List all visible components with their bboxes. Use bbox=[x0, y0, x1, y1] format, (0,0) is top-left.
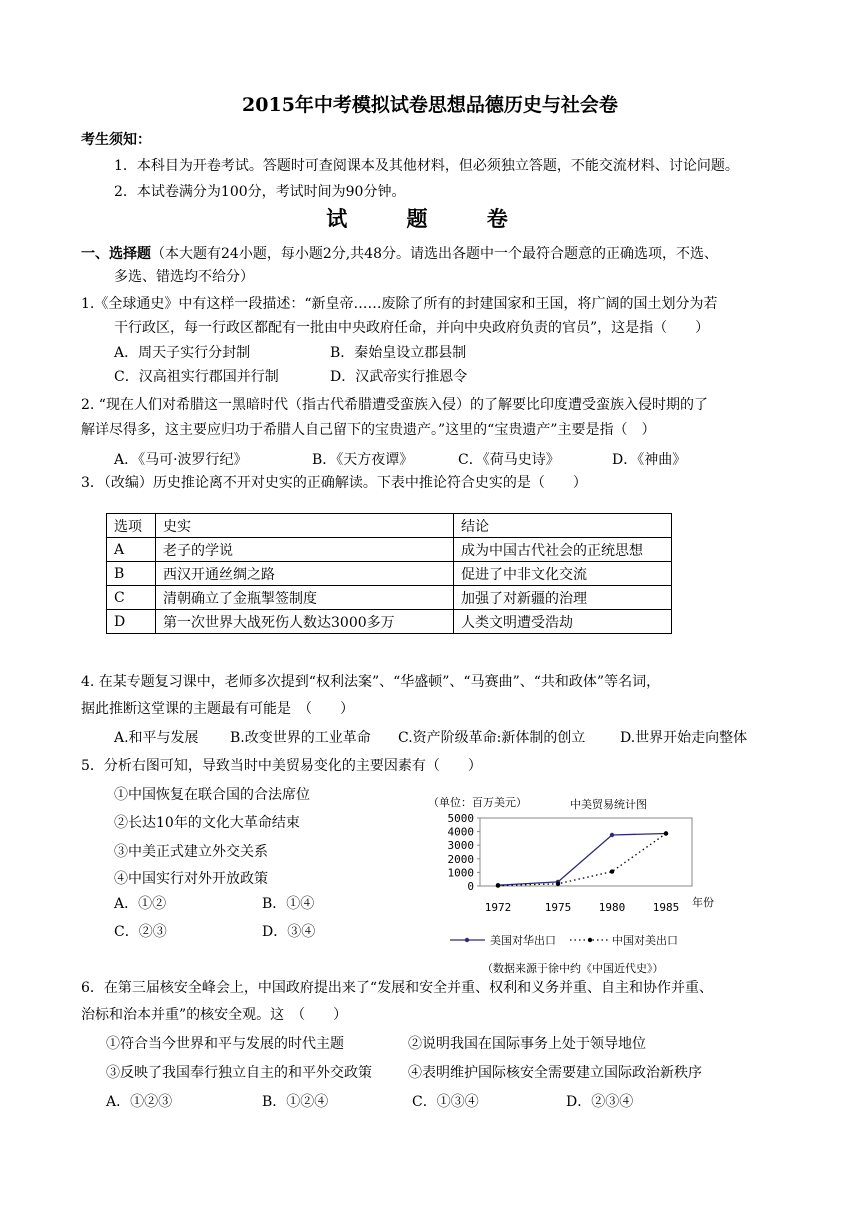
table-row bbox=[107, 586, 672, 610]
series-line-cn-export bbox=[498, 834, 666, 886]
table-cell: 人类文明遭受浩劫 bbox=[454, 610, 672, 634]
q5-option-d: D．③④ bbox=[262, 924, 316, 940]
q3-table bbox=[106, 513, 672, 634]
table-cell: 促进了中非文化交流 bbox=[454, 562, 672, 586]
chart-unit-label: （单位：百万美元） bbox=[428, 796, 527, 809]
q2-option-c: C．《荷马史诗》 bbox=[458, 452, 560, 468]
data-point bbox=[556, 882, 560, 886]
data-point bbox=[496, 883, 500, 887]
plot-frame bbox=[480, 818, 692, 886]
table-cell: 清朝确立了金瓶掣签制度 bbox=[156, 586, 454, 610]
section-label: 一、选择题 bbox=[81, 246, 151, 262]
table-cell: 西汉开通丝绸之路 bbox=[156, 562, 454, 586]
q1-option-d: D．汉武帝实行推恩令 bbox=[330, 369, 468, 385]
chart-title: 中美贸易统计图 bbox=[570, 798, 647, 811]
q4-stem-cont: 据此推断这堂课的主题最有可能是 （ ） bbox=[81, 701, 354, 717]
table-cell: 加强了对新疆的治理 bbox=[454, 586, 672, 610]
q5-option-b: B．①④ bbox=[262, 896, 315, 912]
y-tick-label: 4000 bbox=[447, 825, 474, 839]
x-tick-label: 1985 bbox=[652, 901, 680, 914]
notice-item-2: 2．本试卷满分为100分，考试时间为90分钟。 bbox=[114, 184, 406, 200]
q1-stem-cont: 干行政区，每一行政区都配有一批由中央政府任命，并向中央政府负责的官员”，这是指（ ） bbox=[114, 320, 710, 336]
chart-xlabel: 年份 bbox=[692, 896, 714, 909]
table-cell: A bbox=[107, 538, 156, 562]
q5-item-1: ①中国恢复在联合国的合法席位 bbox=[114, 787, 310, 803]
data-point bbox=[610, 869, 614, 873]
chart-source: （数据来源于徐中约《中国近代史》） bbox=[482, 962, 664, 975]
q2-option-a: A．《马可·波罗行纪》 bbox=[114, 452, 248, 468]
q6-stem: 6．在第三届核安全峰会上，中国政府提出来了“发展和安全并重、权利和义务并重、自主和协作并重、 bbox=[81, 980, 714, 996]
q4-option-b: B.改变世界的工业革命 bbox=[230, 730, 371, 746]
legend-marker-cn bbox=[588, 938, 592, 942]
page-title: 2015年中考模拟试卷思想品德历史与社会卷 bbox=[242, 94, 618, 116]
q5-option-a: A．①② bbox=[114, 896, 167, 912]
q5-item-2: ②长达10年的文化大革命结束 bbox=[114, 815, 300, 831]
series-line-us-export bbox=[498, 834, 666, 886]
q6-stem-cont: 治标和治本并重”的核安全观。这 （ ） bbox=[81, 1007, 348, 1023]
q1-stem: 1.《全球通史》中有这样一段描述：“新皇帝……废除了所有的封建国家和王国，将广阔的国土划分为若 bbox=[81, 296, 718, 312]
q6-item-2: ②说明我国在国际事务上处于领导地位 bbox=[408, 1036, 646, 1052]
q2-option-b: B．《天方夜谭》 bbox=[312, 452, 414, 468]
trade-chart bbox=[420, 790, 720, 980]
table-cell: 成为中国古代社会的正统思想 bbox=[454, 538, 672, 562]
q1-option-c: C．汉高祖实行郡国并行制 bbox=[114, 369, 279, 385]
table-cell: 老子的学说 bbox=[156, 538, 454, 562]
table-header-row bbox=[107, 514, 672, 538]
table-row bbox=[107, 538, 672, 562]
x-tick-label: 1980 bbox=[598, 901, 626, 914]
q6-option-b: B．①②④ bbox=[262, 1094, 329, 1110]
legend-label-cn: 中国对美出口 bbox=[612, 934, 678, 947]
section-desc: （本大题有24小题，每小题2分,共48分。请选出各题中一个最符合题意的正确选项，不选、 bbox=[151, 246, 718, 262]
table-header-cell: 选项 bbox=[107, 514, 156, 538]
table-cell: D bbox=[107, 610, 156, 634]
table-row bbox=[107, 610, 672, 634]
table-header-cell: 结论 bbox=[454, 514, 672, 538]
y-tick-label: 3000 bbox=[447, 839, 474, 853]
y-tick-label: 0 bbox=[467, 880, 474, 893]
table-cell: C bbox=[107, 586, 156, 610]
q2-option-d: D．《神曲》 bbox=[612, 452, 687, 468]
data-point bbox=[664, 831, 668, 835]
section-1-header bbox=[81, 245, 718, 263]
q3-stem: 3．（改编）历史推论离不开对史实的正确解读。下表中推论符合史实的是（ ） bbox=[81, 475, 587, 491]
data-point bbox=[610, 833, 614, 837]
q4-option-c: C.资产阶级革命:新体制的创立 bbox=[398, 730, 586, 746]
y-tick-label: 2000 bbox=[447, 852, 474, 866]
notice-item-1: 1．本科目为开卷考试。答题时可查阅课本及其他材料，但必须独立答题，不能交流材料、讨论问题。 bbox=[114, 158, 739, 174]
q6-item-3: ③反映了我国奉行独立自主的和平外交政策 bbox=[106, 1065, 372, 1081]
q5-option-c: C．②③ bbox=[114, 924, 167, 940]
x-tick-label: 1975 bbox=[544, 901, 572, 914]
paper-heading: 试 题 卷 bbox=[326, 206, 534, 231]
table-row bbox=[107, 562, 672, 586]
q4-stem: 4. 在某专题复习课中，老师多次提到“权利法案”、“华盛顿”、“马赛曲”、“共和政体”等名词， bbox=[81, 674, 661, 690]
q4-option-d: D.世界开始走向整体 bbox=[620, 730, 748, 746]
y-tick-label: 5000 bbox=[447, 812, 474, 825]
q6-option-c: C．①③④ bbox=[412, 1094, 479, 1110]
q6-option-d: D．②③④ bbox=[566, 1094, 634, 1110]
q5-item-4: ④中国实行对外开放政策 bbox=[114, 871, 268, 887]
q2-stem-cont: 解详尽得多，这主要应归功于希腊人自己留下的宝贵遗产。”这里的“宝贵遗产”主要是指（ ） bbox=[81, 422, 656, 438]
table-cell: 第一次世界大战死伤人数达3000多万 bbox=[156, 610, 454, 634]
q2-stem: 2. “现在人们对希腊这一黑暗时代（指古代希腊遭受蛮族入侵）的了解要比印度遭受蛮族入侵时期的了 bbox=[81, 397, 708, 413]
x-tick-label: 1972 bbox=[484, 901, 512, 914]
y-tick-label: 1000 bbox=[447, 866, 474, 880]
q4-option-a: A.和平与发展 bbox=[114, 730, 199, 746]
table-header-cell: 史实 bbox=[156, 514, 454, 538]
q6-item-1: ①符合当今世界和平与发展的时代主题 bbox=[106, 1036, 344, 1052]
legend-marker-us bbox=[465, 938, 469, 942]
q1-option-b: B．秦始皇设立郡县制 bbox=[330, 345, 467, 361]
q5-stem: 5．分析右图可知，导致当时中美贸易变化的主要因素有（ ） bbox=[81, 758, 482, 774]
table-cell: B bbox=[107, 562, 156, 586]
q6-option-a: A．①②③ bbox=[106, 1094, 173, 1110]
notice-heading: 考生须知： bbox=[81, 132, 151, 148]
q5-item-3: ③中美正式建立外交关系 bbox=[114, 844, 268, 860]
section-desc-cont: 多选、错选均不给分） bbox=[114, 269, 254, 285]
q6-item-4: ④表明维护国际核安全需要建立国际政治新秩序 bbox=[408, 1065, 702, 1081]
q1-option-a: A．周天子实行分封制 bbox=[114, 345, 251, 361]
legend-label-us: 美国对华出口 bbox=[490, 934, 556, 947]
